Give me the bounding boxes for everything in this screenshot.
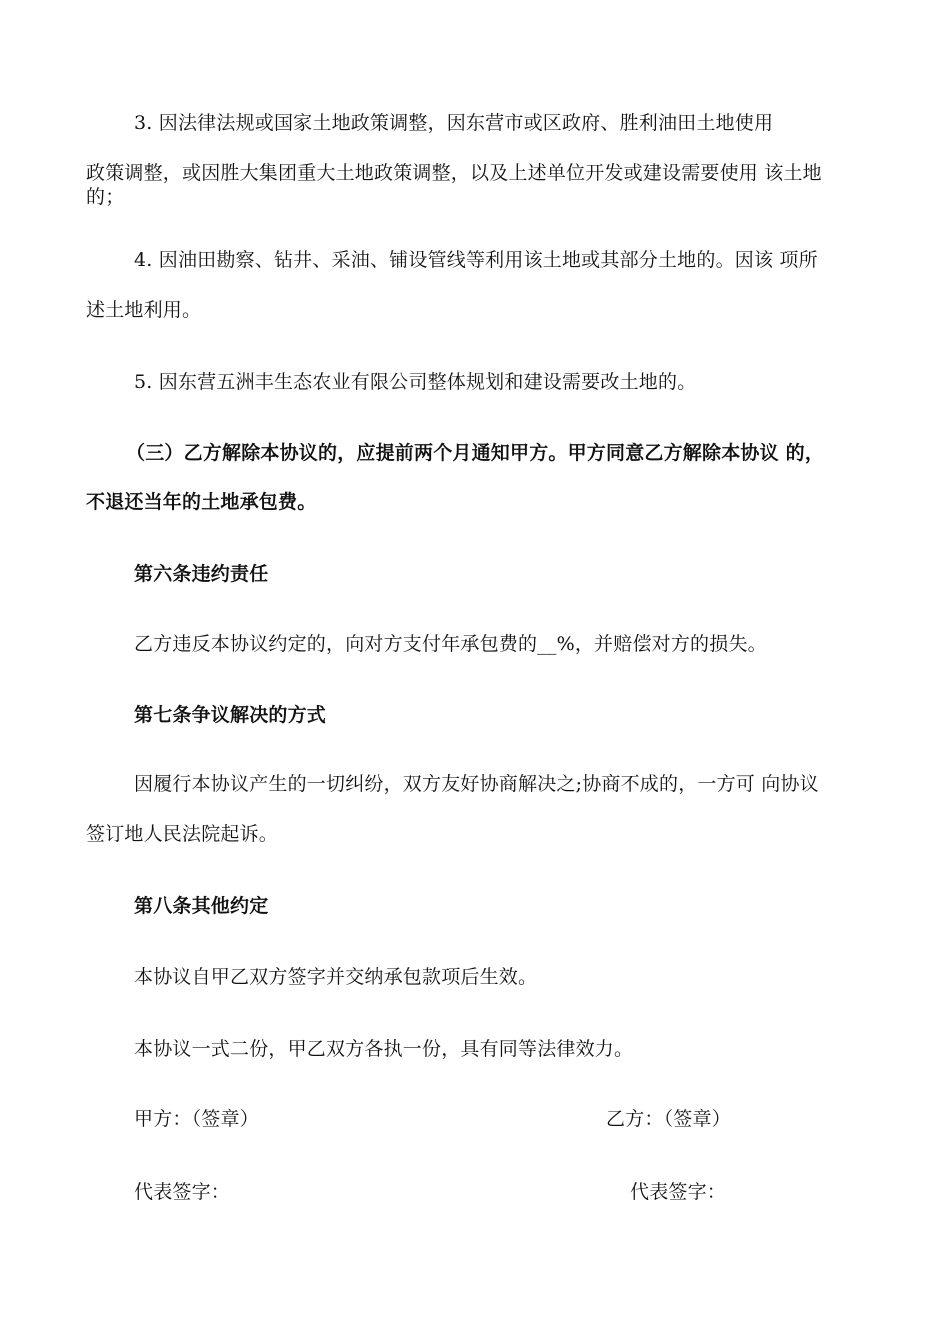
article8-body1: 本协议自甲乙双方签字并交纳承包款项后生效。 [134, 966, 538, 988]
article8-body2: 本协议一式二份，甲乙双方各执一份，具有同等法律效力。 [134, 1038, 634, 1060]
article6-heading: 第六条违约责任 [134, 563, 269, 585]
article7-line1: 因履行本协议产生的一切纠纷，双方友好协商解决之;协商不成的，一方可 向协议 [134, 773, 819, 795]
article7-heading: 第七条争议解决的方式 [134, 704, 327, 726]
item3-line3: 的； [86, 186, 125, 208]
clause3-line1: （三）乙方解除本协议的，应提前两个月通知甲方。甲方同意乙方解除本协议 的， [126, 442, 825, 464]
item3-line1: 3. 因法律法规或国家土地政策调整，因东营市或区政府、胜利油田土地使用 [134, 112, 774, 134]
item5-line1: 5. 因东营五洲丰生态农业有限公司整体规划和建设需要改土地的。 [134, 371, 697, 393]
party-a-signature: 甲方：（签章） [134, 1108, 259, 1130]
party-b-signature: 乙方：（签章） [606, 1108, 731, 1130]
party-b-representative: 代表签字： [630, 1181, 727, 1203]
article8-heading: 第八条其他约定 [134, 895, 269, 917]
item4-line2: 述土地利用。 [86, 299, 202, 321]
item3-line2: 政策调整，或因胜大集团重大土地政策调整，以及上述单位开发或建设需要使用 该土地 [86, 162, 822, 184]
party-a-representative: 代表签字： [134, 1181, 231, 1203]
clause3-line2: 不退还当年的土地承包费。 [86, 491, 317, 513]
article6-body: 乙方违反本协议约定的，向对方支付年承包费的__%，并赔偿对方的损失。 [134, 633, 767, 655]
article7-line2: 签订地人民法院起诉。 [86, 823, 279, 845]
item4-line1: 4. 因油田勘察、钻井、采油、铺设管线等利用该土地或其部分土地的。因该 项所 [134, 249, 818, 271]
